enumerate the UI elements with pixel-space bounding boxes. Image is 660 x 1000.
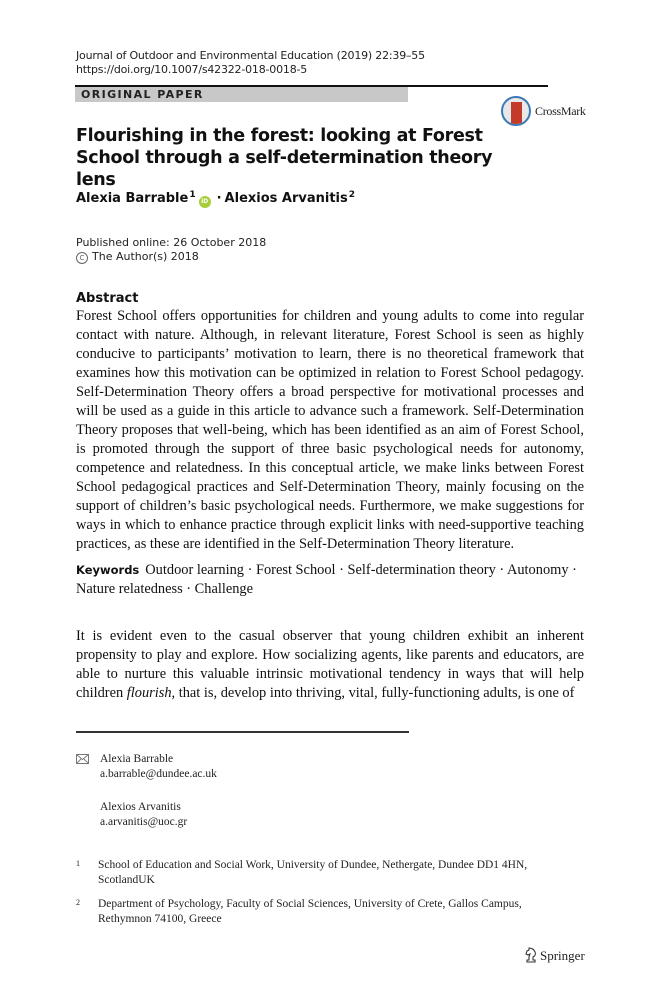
author-name: Alexia Barrable (76, 191, 189, 206)
abstract-heading: Abstract (76, 291, 139, 306)
orcid-icon[interactable]: iD (199, 196, 211, 208)
publisher-logo (524, 947, 585, 964)
body-paragraph (76, 627, 584, 703)
correspondent-name: Alexios Arvanitis (100, 801, 181, 813)
keywords-text: Outdoor learning · Forest School · Self-determination theory · Autonomy · Nature relatedness · Challenge (76, 562, 577, 597)
affiliation-number: 1 (76, 859, 80, 868)
author-list (76, 190, 355, 208)
published-date: Published online: 26 October 2018 (76, 236, 267, 249)
author-name: Alexios Arvanitis (224, 191, 348, 206)
article-title: Flourishing in the forest: looking at Forest School through a self-determination theory lens (76, 126, 493, 190)
envelope-icon (76, 754, 89, 764)
affiliation-ref: 2 (348, 190, 356, 200)
article-type-bar (75, 87, 408, 102)
publisher-name: Springer (540, 948, 585, 963)
affiliation-ref: 1 (189, 190, 196, 200)
affiliation-number: 2 (76, 898, 80, 907)
body-text-part: It is evident even to the casual observer that young children exhibit an inherent propensity to play and explore. How socializing agents, like parents and educators, are able to nurture this valuable intrinsic motivational tendency in ways that will help children (76, 628, 584, 701)
crossmark-label: CrossMark (535, 104, 586, 118)
article-type-label: ORIGINAL PAPER (81, 88, 204, 101)
keywords-line (76, 561, 584, 599)
footnote-rule (76, 731, 409, 733)
affiliation-text: School of Education and Social Work, University of Dundee, Nethergate, Dundee DD1 4HN, ScotlandUK (98, 859, 528, 886)
doi-link[interactable]: https://doi.org/10.1007/s42322-018-0018-5 (76, 63, 308, 76)
correspondence-entry (100, 752, 217, 782)
springer-knight-icon (524, 947, 538, 963)
journal-citation: Journal of Outdoor and Environmental Education (2019) 22:39–55 (76, 49, 425, 62)
crossmark-badge[interactable] (501, 96, 611, 130)
author-separator: · (216, 191, 222, 206)
emphasis-word: flourish (126, 685, 172, 701)
body-text-part: , that is, develop into thriving, vital, fully-functioning adults, is one of (171, 685, 575, 701)
copyright-text: The Author(s) 2018 (92, 250, 199, 263)
keywords-label: Keywords (76, 563, 140, 577)
affiliation-text: Department of Psychology, Faculty of Social Sciences, University of Crete, Gallos Campus, Rethymnon 74100, Greece (98, 898, 522, 925)
abstract-text: Forest School offers opportunities for children and young adults to come into regular contact with nature. Although, in relevant literature, Forest School is seen as highly conducive to participants’ motivation to learn, there is no theoretical framework that examines how this motivation can be optimized in relation to Forest School pedagogy. Self-Determination Theory offers a broad perspective for motivational processes and will be used as a guide in this article to advance such a framework. Self-Determination Theory proposes that well-being, which has been identified as an aim of Forest School, is promoted through the support of three basic psychological needs for autonomy, competence and relatedness. In this conceptual article, we make links between Forest School pedagogical practices and Self-Determination Theory, mainly focusing on the support of children’s basic psychological needs. Furthermore, we make suggestions for ways in which to enhance practice through explicit links with need-supportive teaching practices, as these are identified in the Self-Determination Theory literature. (76, 308, 584, 552)
correspondent-email[interactable]: a.barrable@dundee.ac.uk (100, 768, 217, 780)
copyright-icon: C (76, 252, 88, 264)
copyright-line (76, 250, 199, 264)
correspondent-name: Alexia Barrable (100, 753, 174, 765)
correspondence-entry (100, 800, 187, 830)
correspondent-email[interactable]: a.arvanitis@uoc.gr (100, 816, 188, 828)
crossmark-icon (501, 96, 531, 126)
